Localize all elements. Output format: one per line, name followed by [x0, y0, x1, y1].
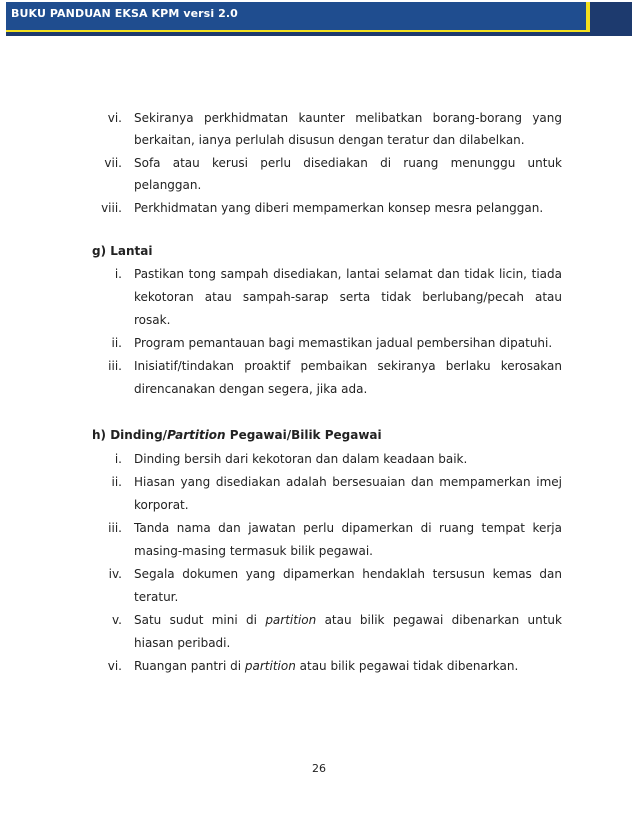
list-number: ii.: [111, 475, 122, 489]
section-title: Lantai: [110, 244, 153, 258]
header-title-bar: [6, 2, 586, 30]
section-heading-h: [92, 428, 382, 442]
list-number: v.: [112, 613, 122, 627]
section-label: g): [92, 244, 107, 258]
section-title-part1: Dinding/: [110, 428, 168, 442]
list-number: ii.: [111, 336, 122, 350]
list-number: viii.: [101, 201, 122, 215]
list-text-line: teratur.: [134, 590, 179, 604]
document-header: [6, 2, 632, 36]
list-text-line: Hiasan yang disediakan adalah bersesuaian dan mempamerkan imej: [134, 475, 562, 489]
list-text-line: masing-masing termasuk bilik pegawai.: [134, 544, 373, 558]
section-heading-g: [92, 244, 153, 258]
list-text-line: Perkhidmatan yang diberi mempamerkan konsep mesra pelanggan.: [134, 201, 544, 215]
list-number: vi.: [107, 111, 122, 125]
section-title-part2: Pegawai/Bilik Pegawai: [225, 428, 382, 442]
list-text-line: Tanda nama dan jawatan perlu dipamerkan di ruang tempat kerja: [134, 521, 562, 535]
list-text-line: Program pemantauan bagi memastikan jadual pembersihan dipatuhi.: [134, 336, 553, 350]
text-run: atau bilik pegawai tidak dibenarkan.: [295, 659, 519, 673]
text-run: atau bilik pegawai dibenarkan untuk: [316, 613, 562, 627]
section-title-italic: Partition: [167, 428, 226, 442]
list-text-line: kekotoran atau sampah-sarap serta tidak berlubang/pecah atau: [134, 290, 562, 304]
list-text-line: Dinding bersih dari kekotoran dan dalam keadaan baik.: [134, 452, 468, 466]
list-text-line: [134, 659, 562, 674]
list-text-line: direncanakan dengan segera, jika ada.: [134, 382, 368, 396]
list-text-line: [134, 613, 562, 628]
text-run: Ruangan pantri di: [134, 659, 245, 673]
list-number: vii.: [104, 156, 122, 170]
list-number: iii.: [108, 359, 122, 373]
italic-term: partition: [244, 659, 296, 673]
list-number: i.: [114, 267, 122, 281]
list-text-line: pelanggan.: [134, 178, 202, 192]
list-text-line: Inisiatif/tindakan proaktif pembaikan sekiranya berlaku kerosakan: [134, 359, 562, 373]
list-number: i.: [114, 452, 122, 466]
list-number: iv.: [108, 567, 122, 581]
section-label: h): [92, 428, 107, 442]
list-number: vi.: [107, 659, 122, 673]
list-text-line: berkaitan, ianya perlulah disusun dengan teratur dan dilabelkan.: [134, 133, 525, 147]
list-text-line: Sofa atau kerusi perlu disediakan di ruang menunggu untuk: [134, 156, 562, 170]
list-number: iii.: [108, 521, 122, 535]
text-run: Satu sudut mini di: [134, 613, 266, 627]
list-text-line: Sekiranya perkhidmatan kaunter melibatkan borang-borang yang: [134, 111, 562, 125]
list-text-line: Pastikan tong sampah disediakan, lantai selamat dan tidak licin, tiada: [134, 267, 562, 281]
page-number: 26: [312, 762, 326, 775]
italic-term: partition: [265, 613, 317, 627]
list-text-line: Segala dokumen yang dipamerkan hendaklah tersusun kemas dan: [134, 567, 562, 581]
list-text-line: hiasan peribadi.: [134, 636, 231, 650]
header-title: BUKU PANDUAN EKSA KPM versi 2.0: [11, 7, 238, 20]
list-text-line: rosak.: [134, 313, 171, 327]
list-text-line: korporat.: [134, 498, 189, 512]
